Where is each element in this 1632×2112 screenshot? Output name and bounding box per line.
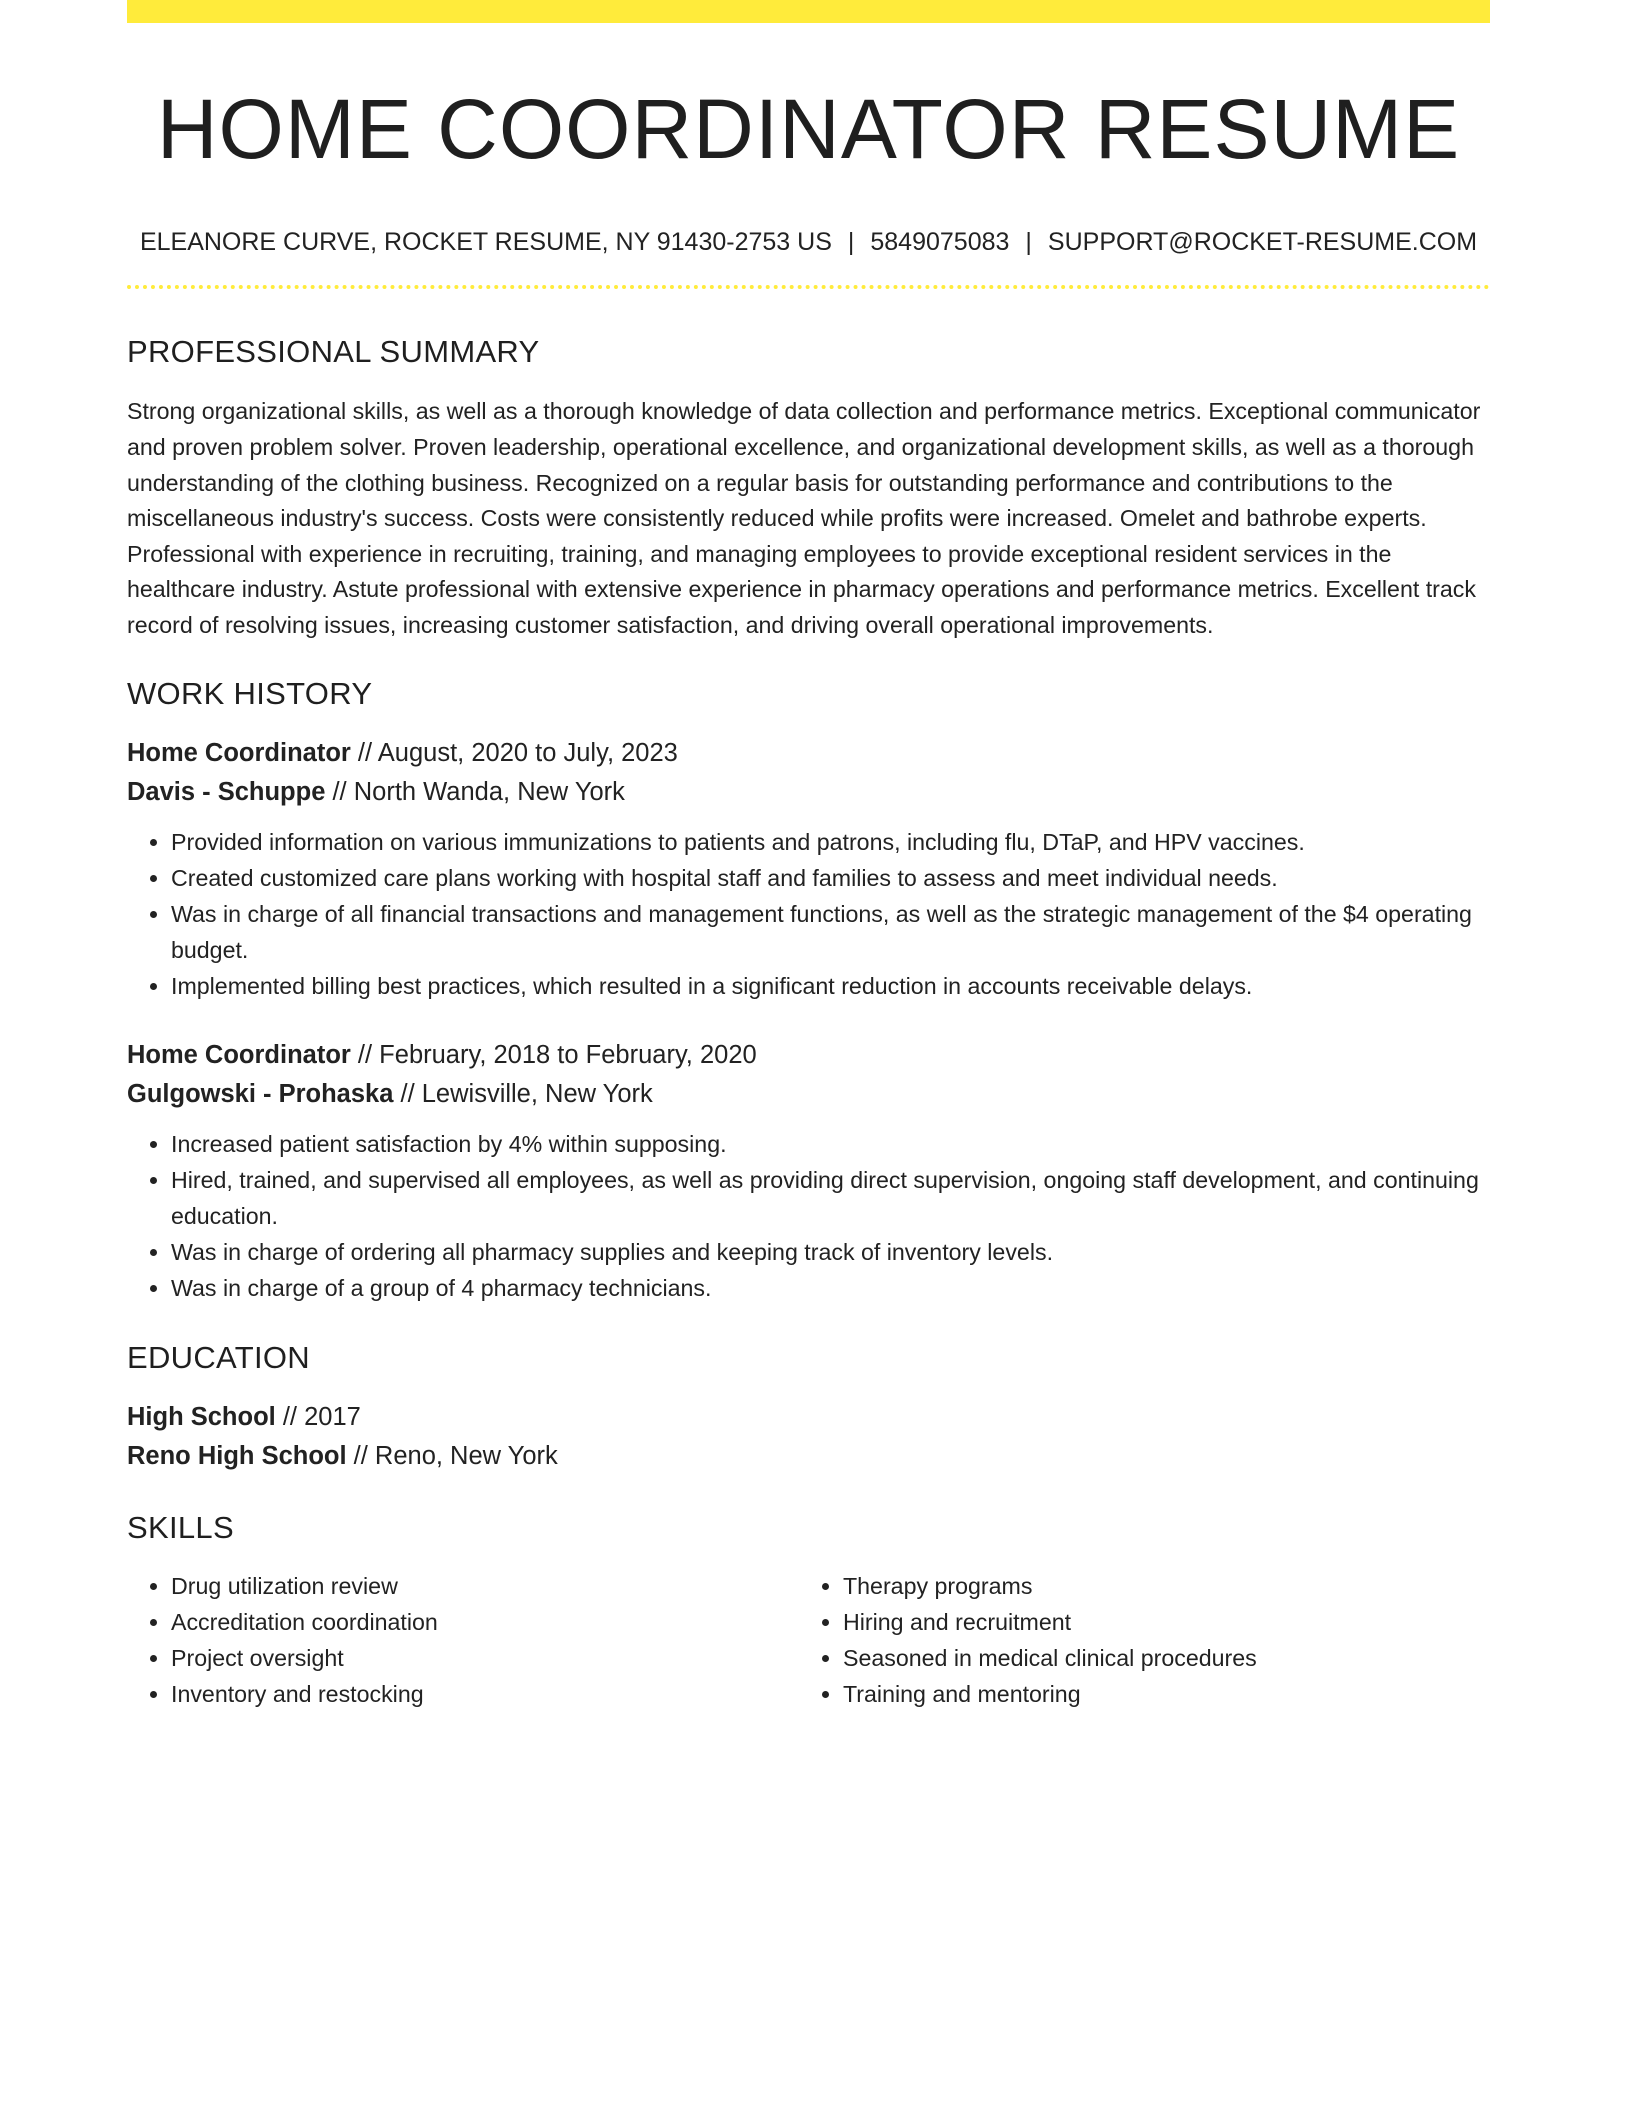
- job-location: // Lewisville, New York: [393, 1079, 653, 1108]
- job-bullet: • Hired, trained, and supervised all employees, as well as providing direct supervision, ongoing staff development, and continuing education.: [171, 1162, 1490, 1234]
- skill-item: • Drug utilization review: [171, 1568, 799, 1604]
- education-school-line: [127, 1437, 1490, 1476]
- accent-top-bar: [127, 0, 1490, 23]
- contact-phone: 5849075083: [870, 228, 1010, 257]
- work-history-heading: WORK HISTORY: [127, 675, 373, 711]
- job-entry-1: [127, 734, 1490, 1004]
- job-company-line: [127, 773, 1490, 812]
- job-bullet: • Was in charge of all financial transactions and management functions, as well as the strategic management of the $4 operating budget.: [171, 896, 1490, 968]
- education-school: Reno High School: [127, 1441, 347, 1470]
- education-heading: EDUCATION: [127, 1339, 310, 1375]
- skills-list: [127, 1568, 799, 1712]
- job-bullet: • Was in charge of a group of 4 pharmacy technicians.: [171, 1270, 1490, 1306]
- skill-item: • Seasoned in medical clinical procedures: [843, 1640, 1471, 1676]
- job-dates: // February, 2018 to February, 2020: [350, 1040, 757, 1069]
- job-bullets: [127, 1126, 1490, 1306]
- job-bullet: • Provided information on various immunizations to patients and patrons, including flu, DTaP, and HPV vaccines.: [171, 824, 1490, 860]
- job-bullets: [127, 824, 1490, 1004]
- skills-column-left: [127, 1568, 799, 1712]
- job-company: Davis - Schuppe: [127, 777, 326, 806]
- job-company: Gulgowski - Prohaska: [127, 1079, 394, 1108]
- resume-page: [127, 0, 1490, 1712]
- skill-item: • Training and mentoring: [843, 1676, 1471, 1712]
- job-title-line: [127, 734, 1490, 773]
- education-year: // 2017: [275, 1402, 361, 1431]
- resume-title: HOME COORDINATOR RESUME: [156, 82, 1461, 176]
- skill-item: • Inventory and restocking: [171, 1676, 799, 1712]
- skills-columns: [127, 1568, 1490, 1712]
- education-degree-line: [127, 1398, 1490, 1437]
- summary-heading: PROFESSIONAL SUMMARY: [127, 334, 540, 370]
- job-role: Home Coordinator: [127, 1040, 351, 1069]
- contact-line: [127, 228, 1490, 257]
- education-location: // Reno, New York: [346, 1441, 558, 1470]
- dotted-divider: [127, 285, 1490, 289]
- skills-column-right: [799, 1568, 1471, 1712]
- skill-item: • Therapy programs: [843, 1568, 1471, 1604]
- education-degree: High School: [127, 1402, 276, 1431]
- job-role: Home Coordinator: [127, 738, 351, 767]
- skill-item: • Accreditation coordination: [171, 1604, 799, 1640]
- job-title-line: [127, 1036, 1490, 1075]
- summary-text: Strong organizational skills, as well as a thorough knowledge of data collection and performance metrics. Exceptional communicator and proven problem solver. Proven leadership, operational excellence, and organizational development skills, as well as a thorough understanding of the clothing business. Recognized on a regular basis for outstanding performance and contributions to the miscellaneous industry's success. Costs were consistently reduced while profits were increased. Omelet and bathrobe experts. Professional with experience in recruiting, training, and managing employees to provide exceptional resident services in the healthcare industry. Astute professional with extensive experience in pharmacy operations and performance metrics. Excellent track record of resolving issues, increasing customer satisfaction, and driving overall operational improvements.: [127, 398, 1481, 638]
- skill-item: • Project oversight: [171, 1640, 799, 1676]
- contact-separator: |: [1025, 228, 1032, 257]
- skill-item: • Hiring and recruitment: [843, 1604, 1471, 1640]
- job-bullet: • Was in charge of ordering all pharmacy supplies and keeping track of inventory levels.: [171, 1234, 1490, 1270]
- job-bullet: • Increased patient satisfaction by 4% within supposing.: [171, 1126, 1490, 1162]
- contact-address: ELEANORE CURVE, ROCKET RESUME, NY 91430-2753 US: [139, 228, 832, 257]
- job-bullet: • Implemented billing best practices, which resulted in a significant reduction in accounts receivable delays.: [171, 968, 1490, 1004]
- education-entry: [127, 1398, 1490, 1476]
- contact-email: SUPPORT@ROCKET-RESUME.COM: [1047, 228, 1478, 257]
- job-bullet: • Created customized care plans working with hospital staff and families to assess and meet individual needs.: [171, 860, 1490, 896]
- job-entry-2: [127, 1036, 1490, 1306]
- contact-separator: |: [847, 228, 855, 257]
- job-dates: // August, 2020 to July, 2023: [350, 738, 678, 767]
- job-location: // North Wanda, New York: [325, 777, 625, 806]
- job-company-line: [127, 1075, 1490, 1114]
- skills-list: [799, 1568, 1471, 1712]
- skills-heading: SKILLS: [127, 1509, 234, 1545]
